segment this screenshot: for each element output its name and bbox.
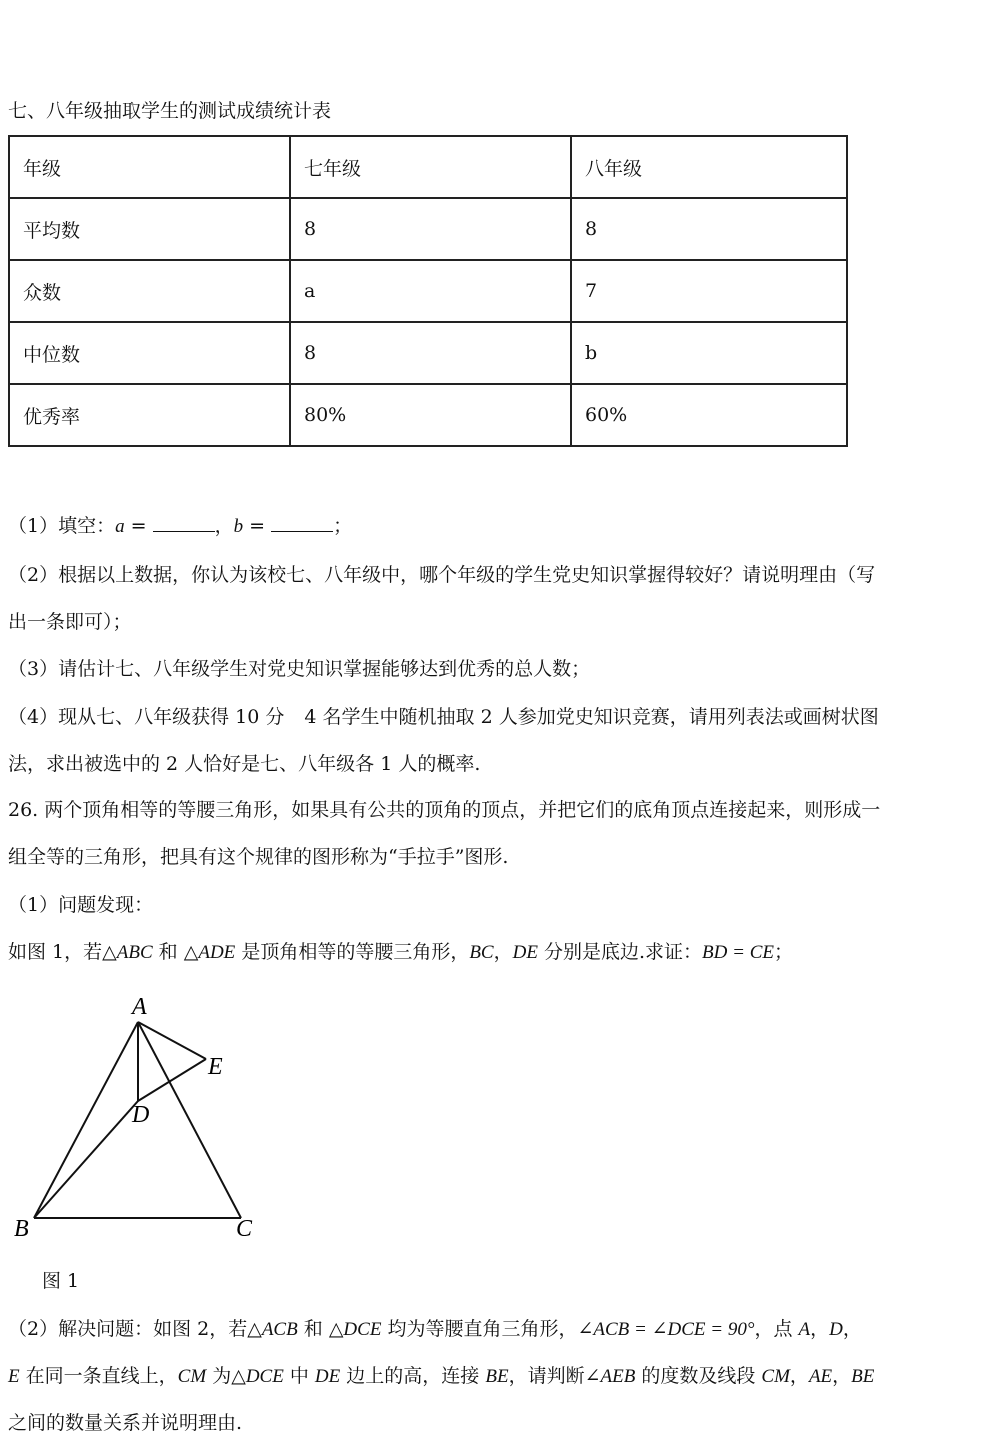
- segment-be: BE: [851, 1366, 875, 1387]
- problem-26-sub-2-line-3: 之间的数量关系并说明理由.: [8, 1412, 243, 1434]
- problem-26-line-1: 26. 两个顶角相等的等腰三角形，如果具有公共的顶角的顶点，并把它们的底角顶点连接起来，则形成一: [8, 799, 881, 821]
- text-span: ，: [789, 1365, 809, 1387]
- table-cell: 八年级: [571, 136, 847, 198]
- angle-equation: ∠ACB = ∠DCE = 90°: [577, 1319, 755, 1340]
- table-cell: 平均数: [9, 198, 290, 260]
- label-c: C: [236, 1216, 253, 1242]
- q1-prefix: （1）填空：: [8, 515, 116, 537]
- q1-end: ；: [333, 515, 353, 537]
- text-span: 和: [297, 1318, 329, 1340]
- triangle-dce: △DCE: [328, 1319, 382, 1340]
- table-cell: b: [571, 322, 847, 384]
- q4-text-a: （4）现从七、八年级获得 10 分: [8, 706, 285, 728]
- segment-de: DE: [314, 1366, 341, 1387]
- text-span: 的度数及线段: [635, 1365, 762, 1387]
- var-a: a: [115, 516, 125, 537]
- problem-26-sub-2-line-1: [8, 1316, 862, 1343]
- answer-blank-b[interactable]: [271, 531, 333, 532]
- text-span: 和: [152, 941, 184, 963]
- var-b: b: [233, 516, 244, 537]
- triangle-acb: △ACB: [247, 1319, 298, 1340]
- q1-equals: =: [124, 515, 153, 537]
- triangle-ade: △ADE: [183, 942, 236, 963]
- angle-aeb: ∠AEB: [584, 1366, 636, 1387]
- table-cell: a: [290, 260, 571, 322]
- q1-separator: ，: [214, 515, 234, 537]
- text-span: ，: [810, 1318, 830, 1340]
- text-span: 在同一条直线上，: [19, 1365, 178, 1387]
- text-span: ，请判断: [508, 1365, 585, 1387]
- table-cell: 众数: [9, 260, 290, 322]
- problem-26-sub-1: （1）问题发现：: [8, 894, 154, 916]
- table-cell: 8: [571, 198, 847, 260]
- table-row: [9, 260, 847, 322]
- table-title: 七、八年级抽取学生的测试成绩统计表: [8, 100, 332, 122]
- q1-equals: =: [243, 515, 272, 537]
- text-span: ，: [842, 1318, 862, 1340]
- label-a: A: [132, 994, 147, 1020]
- text-span: 均为等腰直角三角形，: [381, 1318, 578, 1340]
- stats-table: [8, 135, 848, 447]
- table-cell: 7: [571, 260, 847, 322]
- table-cell: 年级: [9, 136, 290, 198]
- segment-ac: [138, 1022, 241, 1218]
- question-2-line-1: （2）根据以上数据，你认为该校七、八年级中，哪个年级的学生党史知识掌握得较好？请说明理由（写: [8, 564, 876, 586]
- table-row: [9, 322, 847, 384]
- table-cell: 优秀率: [9, 384, 290, 446]
- table-cell: 80%: [290, 384, 571, 446]
- table-cell: 中位数: [9, 322, 290, 384]
- label-b: B: [14, 1216, 29, 1242]
- problem-26-sub-2-line-2: [8, 1363, 874, 1390]
- segment-de: DE: [512, 942, 538, 963]
- q4-text-b: 4 名学生中随机抽取 2 人参加党史知识竞赛，请用列表法或画树状图: [298, 706, 879, 728]
- problem-26-line-2: 组全等的三角形，把具有这个规律的图形称为“手拉手”图形.: [8, 846, 509, 868]
- question-3: （3）请估计七、八年级学生对党史知识掌握能够达到优秀的总人数；: [8, 658, 591, 680]
- problem-26-figure-1-statement: [8, 939, 793, 966]
- text-span: 分别是底边.求证：: [537, 941, 703, 963]
- question-4-line-1: [8, 704, 879, 730]
- text-span: 边上的高，连接: [340, 1365, 486, 1387]
- label-d: D: [132, 1102, 150, 1128]
- text-span: （2）解决问题：如图 2，若: [8, 1318, 248, 1340]
- question-4-line-2: 法，求出被选中的 2 人恰好是七、八年级各 1 人的概率.: [8, 753, 481, 775]
- geometry-figure-1: [8, 990, 268, 1250]
- text-span: ；: [773, 941, 793, 963]
- segment-be: BE: [485, 1366, 509, 1387]
- table-row: [9, 198, 847, 260]
- answer-blank-a[interactable]: [153, 531, 215, 532]
- table-row: [9, 384, 847, 446]
- text-span: 是顶角相等的等腰三角形，: [235, 941, 470, 963]
- triangle-dce: △DCE: [231, 1366, 284, 1387]
- segment-cm: CM: [177, 1366, 207, 1387]
- text-span: 如图 1，若: [8, 941, 103, 963]
- segment-de: [138, 1059, 206, 1101]
- table-cell: 60%: [571, 384, 847, 446]
- question-1: [8, 513, 352, 540]
- table-cell: 8: [290, 322, 571, 384]
- table-cell: 七年级: [290, 136, 571, 198]
- segment-cm: CM: [761, 1366, 790, 1387]
- triangle-abc: △ABC: [102, 942, 153, 963]
- text-span: 为: [206, 1365, 232, 1387]
- point-e: E: [8, 1366, 20, 1387]
- point-a: A: [798, 1319, 811, 1340]
- text-span: ，: [493, 941, 513, 963]
- segment-ae: AE: [808, 1366, 833, 1387]
- text-span: ，点: [754, 1318, 799, 1340]
- text-span: 中: [283, 1365, 315, 1387]
- text-span: ，: [832, 1365, 852, 1387]
- table-cell: 8: [290, 198, 571, 260]
- figure-caption: 图 1: [42, 1270, 80, 1292]
- segment-bc: BC: [469, 942, 494, 963]
- table-row: [9, 136, 847, 198]
- point-d: D: [829, 1319, 843, 1340]
- label-e: E: [208, 1054, 223, 1080]
- question-2-line-2: 出一条即可）；: [8, 611, 132, 633]
- equation-bd-ce: BD = CE: [702, 942, 774, 963]
